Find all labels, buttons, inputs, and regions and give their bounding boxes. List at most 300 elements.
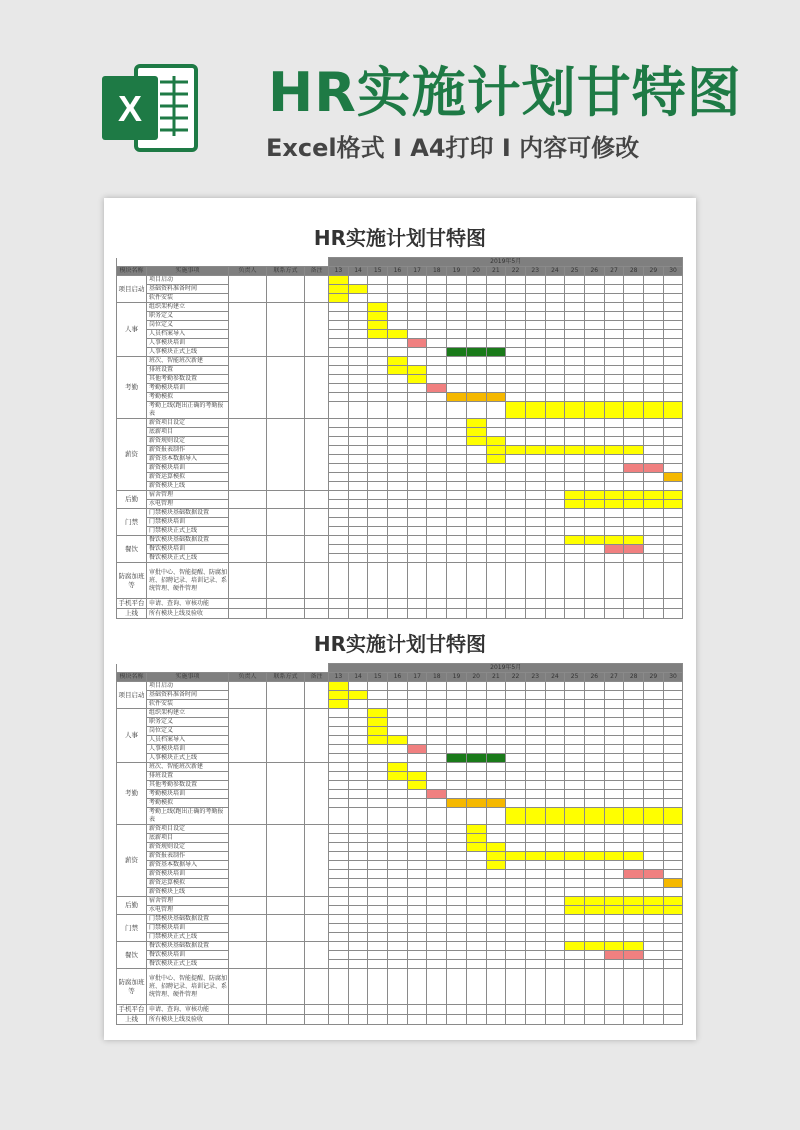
gantt-cell (663, 339, 683, 348)
gantt-cell (624, 924, 644, 933)
gantt-cell (565, 718, 585, 727)
gantt-cell (329, 509, 349, 518)
gantt-cell (447, 727, 467, 736)
gantt-cell (329, 599, 349, 609)
note-cell (305, 419, 329, 491)
gantt-cell (368, 1005, 388, 1015)
gantt-cell (663, 960, 683, 969)
gantt-cell (506, 960, 526, 969)
gantt-cell (447, 700, 467, 709)
gantt-cell (329, 790, 349, 799)
gantt-cell (604, 861, 624, 870)
gantt-cell (565, 772, 585, 781)
task-cell: 基础资料准备时间 (147, 691, 229, 700)
gantt-cell (545, 285, 565, 294)
gantt-cell (584, 843, 604, 852)
module-cell: 手机平台 (118, 599, 145, 607)
gantt-cell (486, 691, 506, 700)
gantt-cell (545, 545, 565, 554)
gantt-cell (348, 763, 368, 772)
gantt-cell (663, 366, 683, 375)
gantt-cell (545, 339, 565, 348)
gantt-cell (447, 366, 467, 375)
task-cell: 薪资项目设定 (147, 419, 229, 428)
gantt-cell (486, 790, 506, 799)
gantt-cell (506, 509, 526, 518)
gantt-cell (663, 357, 683, 366)
table-row (117, 808, 683, 825)
gantt-cell (407, 393, 427, 402)
gantt-cell (545, 1005, 565, 1015)
gantt-cell (486, 781, 506, 790)
day-header: 13 (329, 267, 349, 276)
gantt-bar (604, 951, 624, 960)
gantt-bar (525, 852, 545, 861)
gantt-bar (525, 446, 545, 455)
gantt-cell (466, 861, 486, 870)
table-row (117, 834, 683, 843)
gantt-cell (525, 554, 545, 563)
gantt-cell (368, 700, 388, 709)
gantt-cell (348, 536, 368, 545)
gantt-cell (447, 852, 467, 861)
gantt-bar (486, 754, 506, 763)
gantt-bar (407, 366, 427, 375)
gantt-cell (663, 727, 683, 736)
gantt-cell (545, 763, 565, 772)
owner-cell (229, 915, 267, 942)
gantt-cell (506, 799, 526, 808)
gantt-cell (663, 781, 683, 790)
column-header-task: 实施事项 (147, 673, 229, 682)
sheet-title: HR实施计划甘特图 (313, 632, 487, 656)
gantt-cell (329, 709, 349, 718)
gantt-cell (584, 879, 604, 888)
gantt-bar (565, 491, 585, 500)
table-row (117, 906, 683, 915)
gantt-cell (663, 834, 683, 843)
gantt-cell (663, 428, 683, 437)
module-cell: 项目启动 (117, 682, 147, 709)
gantt-cell (663, 303, 683, 312)
gantt-bar (604, 852, 624, 861)
table-row (117, 375, 683, 384)
gantt-cell (525, 285, 545, 294)
gantt-cell (368, 799, 388, 808)
gantt-cell (329, 500, 349, 509)
gantt-cell (545, 969, 565, 1005)
day-header: 22 (506, 673, 526, 682)
gantt-cell (604, 554, 624, 563)
gantt-cell (329, 366, 349, 375)
table-row (117, 709, 683, 718)
contact-cell (267, 303, 305, 357)
table-row (117, 357, 683, 366)
gantt-cell (388, 834, 408, 843)
gantt-cell (427, 736, 447, 745)
gantt-cell (584, 321, 604, 330)
gantt-cell (565, 870, 585, 879)
module-cell: 防腐加班等 (117, 563, 147, 599)
gantt-cell (644, 861, 664, 870)
gantt-cell (388, 745, 408, 754)
day-header: 23 (525, 267, 545, 276)
gantt-cell (604, 799, 624, 808)
gantt-bar (604, 491, 624, 500)
gantt-cell (427, 518, 447, 527)
gantt-cell (388, 852, 408, 861)
gantt-cell (368, 915, 388, 924)
task-cell: 职务定义 (147, 312, 229, 321)
gantt-cell (663, 330, 683, 339)
gantt-cell (348, 294, 368, 303)
gantt-bar (407, 375, 427, 384)
gantt-cell (329, 1005, 349, 1015)
day-header: 16 (388, 267, 408, 276)
module-cell: 后勤 (117, 491, 147, 509)
gantt-bar (447, 348, 467, 357)
gantt-cell (604, 563, 624, 599)
gantt-cell (329, 906, 349, 915)
gantt-cell (427, 437, 447, 446)
gantt-bar (368, 709, 388, 718)
gantt-cell (584, 455, 604, 464)
table-row (117, 960, 683, 969)
owner-cell (229, 969, 267, 1005)
gantt-bar (624, 402, 644, 419)
gantt-cell (407, 545, 427, 554)
gantt-cell (545, 321, 565, 330)
gantt-cell (427, 312, 447, 321)
task-cell: 餐饮模块正式上线 (147, 960, 229, 969)
gantt-cell (644, 834, 664, 843)
gantt-cell (368, 518, 388, 527)
gantt-cell (545, 942, 565, 951)
gantt-cell (604, 781, 624, 790)
gantt-cell (506, 763, 526, 772)
gantt-cell (388, 393, 408, 402)
gantt-cell (486, 808, 506, 825)
gantt-cell (447, 763, 467, 772)
table-row (117, 312, 683, 321)
gantt-cell (427, 969, 447, 1005)
gantt-bar (368, 303, 388, 312)
gantt-cell (545, 691, 565, 700)
column-header-contact: 联系方式 (267, 673, 305, 682)
task-cell: 宿舍管理 (147, 897, 229, 906)
gantt-cell (466, 303, 486, 312)
gantt-cell (565, 834, 585, 843)
gantt-cell (644, 709, 664, 718)
gantt-cell (565, 384, 585, 393)
gantt-cell (565, 691, 585, 700)
gantt-cell (466, 464, 486, 473)
gantt-cell (466, 781, 486, 790)
gantt-cell (447, 285, 467, 294)
gantt-cell (584, 482, 604, 491)
gantt-cell (368, 509, 388, 518)
gantt-cell (663, 799, 683, 808)
gantt-cell (644, 321, 664, 330)
gantt-cell (447, 1005, 467, 1015)
gantt-bar (466, 437, 486, 446)
gantt-cell (545, 870, 565, 879)
column-header-contact: 联系方式 (267, 267, 305, 276)
gantt-cell (565, 969, 585, 1005)
gantt-cell (348, 736, 368, 745)
gantt-cell (624, 754, 644, 763)
gantt-cell (584, 554, 604, 563)
gantt-cell (604, 527, 624, 536)
gantt-cell (644, 393, 664, 402)
gantt-cell (506, 276, 526, 285)
task-cell: 门禁模块基础数据设置 (147, 915, 229, 924)
gantt-cell (447, 518, 467, 527)
gantt-cell (466, 727, 486, 736)
gantt-cell (388, 491, 408, 500)
gantt-cell (565, 437, 585, 446)
task-cell: 门禁模块培训 (147, 518, 229, 527)
gantt-cell (447, 691, 467, 700)
gantt-cell (388, 500, 408, 509)
gantt-cell (348, 960, 368, 969)
gantt-cell (427, 960, 447, 969)
gantt-cell (348, 500, 368, 509)
gantt-bar (466, 348, 486, 357)
day-header: 29 (644, 267, 664, 276)
gantt-cell (584, 691, 604, 700)
gantt-cell (466, 906, 486, 915)
header-blank (117, 258, 329, 267)
module-cell: 餐饮 (117, 536, 147, 563)
table-row (117, 942, 683, 951)
gantt-cell (348, 843, 368, 852)
gantt-bar (368, 727, 388, 736)
gantt-cell (663, 942, 683, 951)
gantt-cell (584, 924, 604, 933)
gantt-cell (663, 464, 683, 473)
gantt-cell (624, 428, 644, 437)
gantt-cell (545, 799, 565, 808)
task-cell: 申请、查询、审核功能 (147, 1005, 229, 1015)
gantt-cell (407, 330, 427, 339)
gantt-cell (447, 808, 467, 825)
gantt-cell (368, 879, 388, 888)
gantt-cell (466, 736, 486, 745)
gantt-cell (545, 527, 565, 536)
table-row (117, 700, 683, 709)
gantt-bar (565, 536, 585, 545)
task-cell: 岗位定义 (147, 321, 229, 330)
gantt-cell (644, 852, 664, 861)
gantt-cell (506, 1005, 526, 1015)
module-cell: 餐饮 (117, 942, 147, 969)
gantt-cell (348, 366, 368, 375)
gantt-bar (466, 428, 486, 437)
gantt-cell (348, 545, 368, 554)
gantt-cell (486, 727, 506, 736)
gantt-cell (407, 754, 427, 763)
gantt-cell (545, 609, 565, 619)
gantt-cell (604, 330, 624, 339)
gantt-cell (329, 1015, 349, 1025)
gantt-cell (329, 951, 349, 960)
gantt-cell (388, 691, 408, 700)
day-header: 15 (368, 267, 388, 276)
gantt-cell (584, 799, 604, 808)
gantt-cell (466, 473, 486, 482)
day-header: 22 (506, 267, 526, 276)
gantt-cell (644, 960, 664, 969)
gantt-cell (624, 609, 644, 619)
gantt-cell (545, 554, 565, 563)
gantt-cell (466, 500, 486, 509)
gantt-cell (525, 294, 545, 303)
gantt-cell (388, 312, 408, 321)
gantt-cell (388, 682, 408, 691)
gantt-cell (407, 951, 427, 960)
gantt-cell (407, 1015, 427, 1025)
table-row (117, 718, 683, 727)
gantt-bar (565, 906, 585, 915)
table-row (117, 736, 683, 745)
gantt-cell (447, 419, 467, 428)
table-row (117, 933, 683, 942)
gantt-bar (604, 942, 624, 951)
gantt-cell (584, 745, 604, 754)
month-label: 2019年5月 (329, 664, 683, 673)
gantt-bar (584, 808, 604, 825)
table-row (117, 951, 683, 960)
gantt-cell (466, 375, 486, 384)
day-header: 24 (545, 267, 565, 276)
gantt-cell (565, 763, 585, 772)
gantt-cell (624, 375, 644, 384)
owner-cell (229, 357, 267, 419)
gantt-cell (604, 609, 624, 619)
gantt-cell (486, 330, 506, 339)
gantt-cell (663, 393, 683, 402)
contact-cell (267, 1015, 305, 1025)
gantt-cell (447, 879, 467, 888)
gantt-cell (663, 718, 683, 727)
gantt-cell (486, 428, 506, 437)
gantt-cell (525, 906, 545, 915)
gantt-cell (447, 861, 467, 870)
gantt-cell (525, 942, 545, 951)
gantt-cell (486, 509, 506, 518)
gantt-cell (525, 799, 545, 808)
module-cell: 薪资 (117, 825, 147, 897)
gantt-cell (329, 745, 349, 754)
gantt-cell (545, 357, 565, 366)
gantt-cell (329, 545, 349, 554)
gantt-cell (388, 1015, 408, 1025)
gantt-cell (565, 736, 585, 745)
gantt-bar (644, 897, 664, 906)
gantt-bar (486, 799, 506, 808)
banner-title: HR实施计划甘特图 (268, 61, 742, 124)
gantt-cell (525, 745, 545, 754)
task-cell: 薪资运算模拟 (147, 879, 229, 888)
gantt-cell (329, 491, 349, 500)
gantt-cell (624, 437, 644, 446)
gantt-cell (447, 482, 467, 491)
gantt-cell (545, 861, 565, 870)
day-header: 28 (624, 673, 644, 682)
table-row (117, 384, 683, 393)
contact-cell (267, 491, 305, 509)
gantt-cell (565, 745, 585, 754)
owner-cell (229, 509, 267, 536)
gantt-cell (663, 294, 683, 303)
gantt-cell (604, 375, 624, 384)
gantt-cell (604, 276, 624, 285)
gantt-cell (407, 563, 427, 599)
gantt-cell (348, 870, 368, 879)
contact-cell (267, 357, 305, 419)
gantt-cell (427, 772, 447, 781)
gantt-cell (506, 303, 526, 312)
gantt-cell (368, 861, 388, 870)
gantt-cell (604, 419, 624, 428)
gantt-cell (427, 491, 447, 500)
gantt-cell (348, 518, 368, 527)
gantt-cell (447, 428, 467, 437)
gantt-cell (545, 419, 565, 428)
gantt-cell (427, 906, 447, 915)
gantt-cell (466, 276, 486, 285)
gantt-cell (388, 446, 408, 455)
task-cell: 项目启动 (147, 682, 229, 691)
gantt-cell (388, 951, 408, 960)
gantt-cell (388, 700, 408, 709)
gantt-cell (604, 933, 624, 942)
table-row (117, 1005, 683, 1015)
owner-cell (229, 599, 267, 609)
gantt-bar (388, 772, 408, 781)
gantt-cell (466, 491, 486, 500)
gantt-cell (624, 554, 644, 563)
gantt-cell (486, 527, 506, 536)
gantt-cell (624, 482, 644, 491)
gantt-cell (388, 870, 408, 879)
gantt-cell (329, 763, 349, 772)
gantt-cell (407, 843, 427, 852)
gantt-cell (604, 321, 624, 330)
task-cell: 人事模块正式上线 (147, 348, 229, 357)
owner-cell (229, 276, 267, 303)
note-cell (305, 563, 329, 599)
gantt-cell (348, 727, 368, 736)
gantt-cell (368, 500, 388, 509)
gantt-cell (447, 781, 467, 790)
gantt-cell (447, 455, 467, 464)
gantt-cell (565, 843, 585, 852)
gantt-cell (663, 754, 683, 763)
gantt-cell (427, 599, 447, 609)
day-header: 14 (348, 267, 368, 276)
gantt-cell (506, 384, 526, 393)
task-cell: 薪资规则设定 (147, 843, 229, 852)
gantt-bar (624, 808, 644, 825)
gantt-cell (427, 754, 447, 763)
gantt-cell (545, 348, 565, 357)
gantt-cell (525, 312, 545, 321)
gantt-cell (525, 464, 545, 473)
gantt-bar (506, 808, 526, 825)
gantt-cell (466, 330, 486, 339)
